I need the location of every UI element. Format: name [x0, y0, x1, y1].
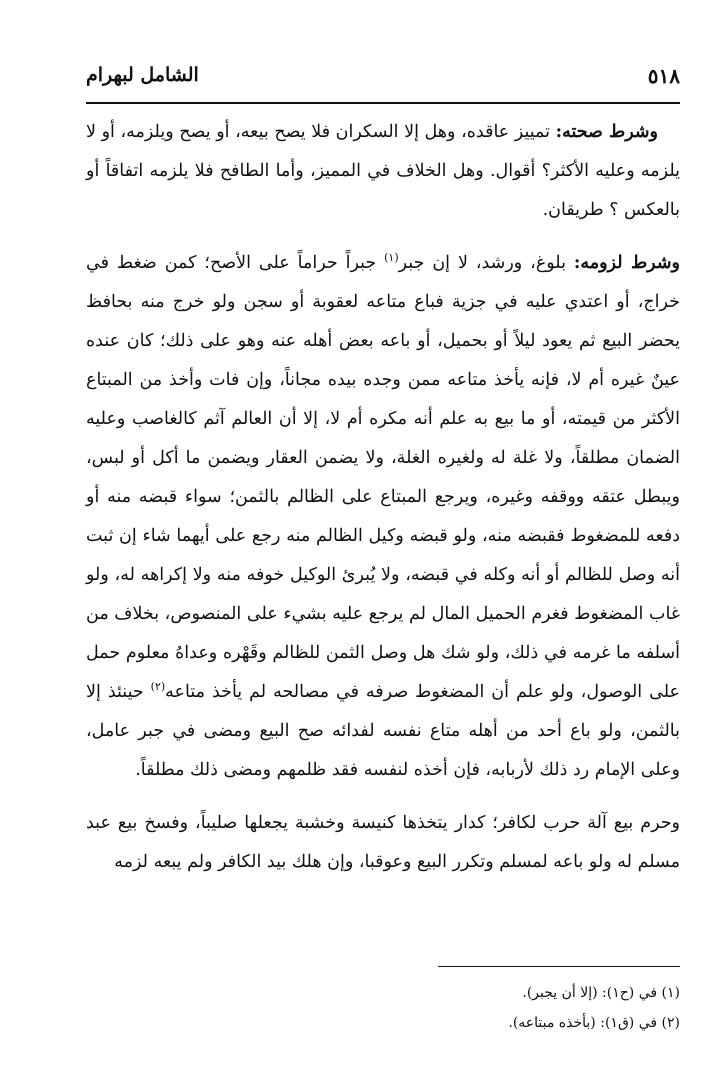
body-text	[86, 113, 680, 896]
paragraph-lead: وشرط صحته:	[555, 122, 658, 142]
footnote-marker-1: (١)	[384, 251, 399, 265]
paragraph-text: بلوغ، ورشد، لا إن جبر	[398, 253, 566, 273]
page-number: ٥١٨	[647, 64, 680, 88]
footnote-rule	[438, 966, 680, 967]
paragraph-text: جبراً حراماً على الأصح؛ كمن ضغط في خراج، أو اعتدي عليه في جزية فباع متاعه لعقوبة أو سجن ولو خرج منه بحافظ يحضر البيع ثم يعود ليلاً أو بحميل، أو باعه بعض أهله عنه وهو على ذلك؛ كان عنده عينٌ غيره أم لا، فإنه يأخذ متاعه ممن وجده بيده مجاناً، وإن فات وأخذ من المبتاع الأكثر من قيمته، أو ما بيع به علم أنه مكره أم لا، إلا أن العالم آثم كالغاصب وعليه الضمان مطلقاً، ولا غلة له ولغيره الغلة، ولا يضمن العقار ويضمن ما أكل أو لبس، ويبطل عتقه ووقفه وغيره، ويرجع المبتاع على الظالم بالثمن؛ سواء قبضه منه أو دفعه للمضغوط فقبضه منه، ولو قبضه وكيل الظالم منه رجع على أيهما شاء إن ثبت أنه وصل للظالم أو أنه وكله في قبضه، ولا يُبرئ الوكيل خوفه منه ولا إكراهه له، ولو غاب المضغوط فغرم الحميل المال لم يرجع عليه بشيء على المنصوص، بخلاف من أسلفه ما غرمه في ذلك، ولو شك هل وصل الثمن للظالم وقَهْره وعداهُ معلوم حمل على الوصول، ولو علم أن المضغوط صرفه في مصالحه لم يأخذ متاعه	[86, 253, 680, 702]
paragraph-validity-conditions	[86, 113, 680, 230]
footnote-1: (١) في (ح١): (إلا أن يجبر).	[522, 985, 680, 1001]
paragraph-text: حينئذ إلا بالثمن، ولو باع أحد من أهله متاع نفسه لفدائه صح البيع ومضى في جبر عامل، وعلى الإمام رد ذلك لأربابه، فإن أخذه لنفسه فقد ظلمهم ومضى ذلك مطلقاً.	[86, 682, 680, 780]
paragraph-lead: وشرط لزومه:	[573, 253, 680, 273]
footnote-2: (٢) في (ق١): (بأخذه مبتاعه).	[508, 1015, 680, 1031]
page-header	[86, 62, 680, 98]
paragraph-binding-conditions	[86, 244, 680, 790]
paragraph-text: تمييز عاقده، وهل إلا السكران فلا يصح بيعه، أو يصح ويلزمه، أو لا يلزمه وعليه الأكثر؟ أقوال. وهل الخلاف في المميز، وأما الطافح فلا يلزمه اتفاقاً أو بالعكس ؟ طريقان.	[86, 122, 680, 220]
paragraph-text: وحرم بيع آلة حرب لكافر؛ كدار يتخذها كنيسة وخشبة يجعلها صليباً، وفسخ بيع عبد مسلم له ولو باعه لمسلم وتكرر البيع وعوقبا، وإن هلك بيد الكافر ولم يبعه لزمه	[86, 813, 680, 872]
header-rule	[86, 102, 680, 104]
footnote-marker-2: (٢)	[150, 680, 166, 694]
footnotes	[86, 978, 680, 1038]
paragraph-prohibited-sales	[86, 804, 680, 882]
running-title: الشامل لبهرام	[86, 64, 199, 86]
